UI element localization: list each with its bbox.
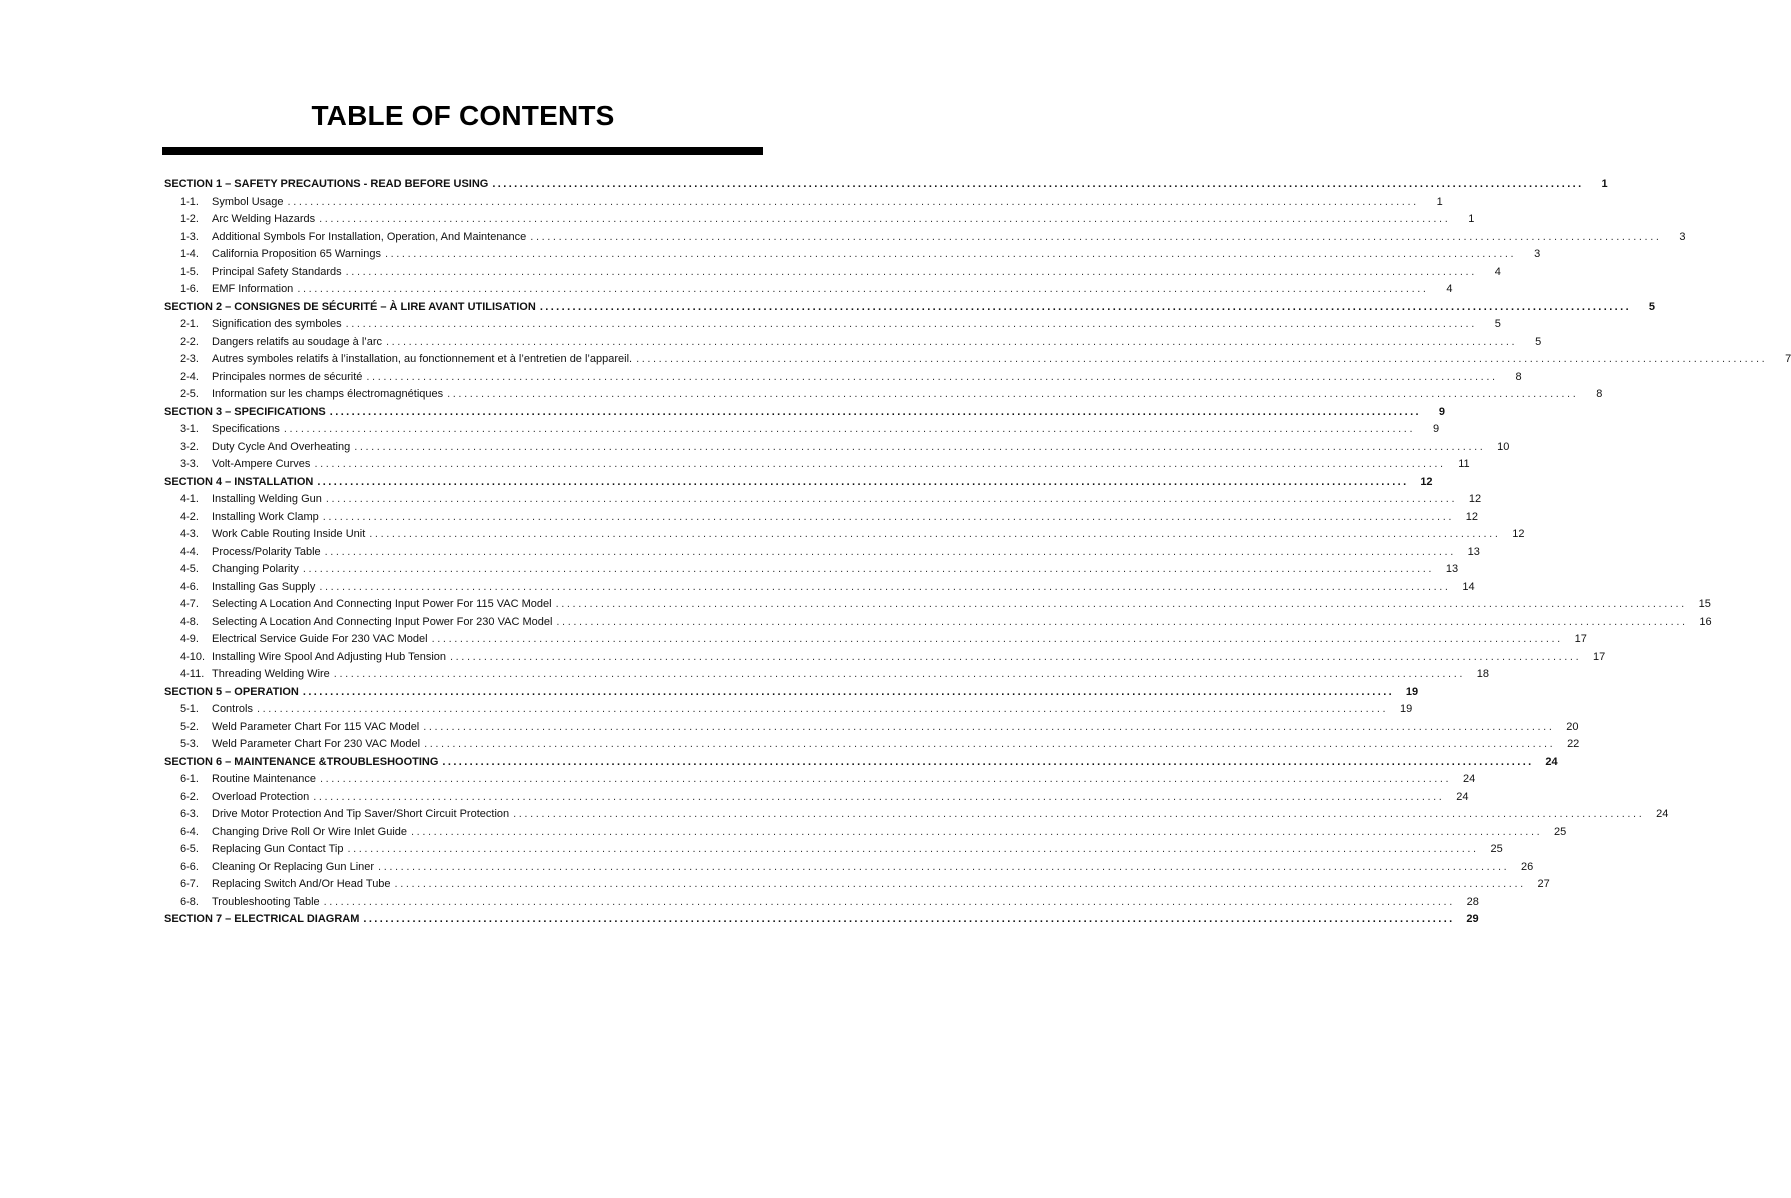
toc-item-row[interactable] [164,561,1459,579]
toc-item-title: Principal Safety Standards [212,265,342,278]
toc-page-number: 10 [1497,440,1510,453]
toc-page-number: 4 [1446,283,1453,295]
toc-page-number: 12 [1420,475,1433,488]
toc-item-row[interactable] [164,509,1479,527]
dot-leader: ........................................................................................................................................................................................................ [324,545,1456,558]
toc-item-title: Process/Polarity Table [212,545,321,558]
toc-item-row[interactable] [164,386,1603,404]
toc-item-row[interactable] [164,246,1541,264]
toc-item-title: Signification des symboles [212,318,342,330]
toc-item-title: Principales normes de sécurité [212,370,363,383]
toc-page-number: 25 [1554,825,1567,838]
toc-item-number: 1-2. [180,213,199,225]
toc-page-number: 8 [1515,370,1522,383]
toc-item-number: 4-3. [180,528,199,540]
toc-item-number: 6-7. [180,878,199,890]
toc-page-number: 24 [1545,755,1558,768]
toc-item-title: Additional Symbols For Installation, Operation, And Maintenance [212,230,527,243]
toc-page-number: 16 [1699,615,1712,628]
toc-section-row[interactable] [164,911,1479,929]
toc-section-title: SECTION 6 – MAINTENANCE &TROUBLESHOOTING [164,755,439,768]
toc-item-number: 4-7. [180,598,199,610]
toc-item-title: Replacing Switch And/Or Head Tube [212,878,391,890]
toc-item-row[interactable] [164,456,1470,474]
dot-leader: ........................................................................................................................................................................................................ [319,773,1452,785]
toc-item-title: Duty Cycle And Overheating [212,440,351,453]
toc-item-number: 1-4. [180,248,199,260]
toc-item-title: Installing Work Clamp [212,510,319,523]
toc-item-row[interactable] [164,316,1501,334]
toc-item-row[interactable] [164,544,1480,562]
dot-leader: ........................................................................................................................................................................................................ [302,563,1435,575]
toc-item-row[interactable] [164,614,1712,632]
toc-page-number: 26 [1521,860,1534,873]
toc-item-title: Symbol Usage [212,195,284,208]
toc-item-number: 4-11. [180,668,205,680]
toc-item-title: Weld Parameter Chart For 230 VAC Model [212,738,421,750]
toc-item-title: Selecting A Location And Connecting Input Power For 115 VAC Model [212,598,552,610]
toc-page-number: 13 [1467,545,1480,558]
toc-item-number: 3-1. [180,423,199,435]
toc-page-number: 28 [1466,895,1479,908]
toc-section-row[interactable] [164,176,1608,194]
dot-leader: ........................................................................................................................................................................................................ [431,633,1563,645]
toc-item-number: 3-3. [180,458,199,470]
toc-page-number: 9 [1438,405,1446,418]
toc-item-title: EMF Information [212,283,294,295]
toc-item-row[interactable] [164,789,1469,807]
toc-item-number: 4-9. [180,633,199,645]
toc-page-number: 24 [1656,808,1669,820]
dot-leader: ........................................................................................................................................................................................................ [297,283,1429,295]
toc-item-title: Cleaning Or Replacing Gun Liner [212,860,375,873]
toc-item-row[interactable] [164,859,1534,877]
toc-item-row[interactable] [164,369,1522,387]
toc-item-title: Information sur les champs électromagnétiques [212,388,444,400]
toc-item-title: Replacing Gun Contact Tip [212,843,344,855]
toc-item-row[interactable] [164,491,1482,509]
toc-item-title: Arc Welding Hazards [212,213,316,225]
dot-leader: ........................................................................................................................................................................................................ [411,825,1543,838]
toc-page-number: 9 [1432,423,1440,435]
dot-leader: ........................................................................................................................................................................................................ [366,370,1498,383]
toc-item-title: Threading Welding Wire [212,668,330,680]
toc-item-number: 4-2. [180,510,199,523]
dot-leader: ........................................................................................................................................................................................................ [323,895,1455,908]
toc-page-number: 13 [1445,563,1459,575]
toc-page-number: 12 [1468,493,1482,505]
dot-leader: ........................................................................................................................................................................................................ [636,353,1768,365]
toc-item-title: Volt-Ampere Curves [212,458,311,470]
toc-item-number: 4-10. [180,650,206,663]
toc-item-title: Autres symboles relatifs à l’installation, au fonctionnement et à l’entretien de l’appareil. [212,353,633,365]
toc-item-row[interactable] [164,579,1475,597]
toc-page-number: 3 [1534,248,1541,260]
toc-page-number: 15 [1698,598,1711,610]
dot-leader: ........................................................................................................................................................................................................ [313,790,1445,803]
toc-item-number: 6-8. [180,895,199,908]
toc-item-number: 3-2. [180,440,199,453]
toc-item-title: California Proposition 65 Warnings [212,248,381,260]
toc-item-row[interactable] [164,771,1476,789]
toc-item-row[interactable] [164,211,1475,229]
toc-item-number: 1-1. [180,195,199,208]
toc-item-title: Weld Parameter Chart For 115 VAC Model [212,720,420,733]
toc-item-number: 6-3. [180,808,199,820]
dot-leader: ........................................................................................................................................................................................................ [363,913,1455,925]
dot-leader: ........................................................................................................................................................................................................ [530,230,1662,243]
toc-section-title: SECTION 2 – CONSIGNES DE SÉCURITÉ – À LIRE AVANT UTILISATION [164,300,536,313]
toc-section-title: SECTION 7 – ELECTRICAL DIAGRAM [164,913,360,925]
dot-leader: ........................................................................................................................................................................................................ [333,668,1466,680]
toc-page-number: 20 [1566,720,1579,733]
dot-leader: ........................................................................................................................................................................................................ [442,755,1534,768]
dot-leader: ........................................................................................................................................................................................................ [287,195,1419,208]
toc-item-number: 2-3. [180,353,199,365]
toc-section-title: SECTION 5 – OPERATION [164,685,299,698]
toc-page-number: 4 [1494,265,1501,278]
dot-leader: ........................................................................................................................................................................................................ [347,843,1479,855]
toc-item-number: 4-8. [180,615,199,628]
toc-section-row[interactable] [164,474,1433,492]
toc-page-number: 12 [1465,510,1479,523]
dot-leader: ........................................................................................................................................................................................................ [556,615,1688,628]
toc-page-number: 19 [1405,685,1419,698]
toc-item-row[interactable] [164,264,1501,282]
dot-leader: ........................................................................................................................................................................................................ [447,388,1579,400]
dot-leader: ........................................................................................................................................................................................................ [423,720,1555,733]
toc-item-row[interactable] [164,824,1567,842]
page-title: TABLE OF CONTENTS [311,100,615,131]
toc-item-title: Changing Drive Roll Or Wire Inlet Guide [212,825,408,838]
toc-item-number: 6-6. [180,860,199,873]
toc-item-title: Electrical Service Guide For 230 VAC Model [212,633,428,645]
toc-item-title: Dangers relatifs au soudage à l’arc [212,335,382,348]
toc-page-number: 18 [1476,668,1490,680]
toc-item-number: 1-5. [180,265,199,278]
toc-page-number: 12 [1512,528,1525,540]
toc-item-title: Installing Wire Spool And Adjusting Hub Tension [212,650,446,663]
toc-item-title: Changing Polarity [212,563,299,575]
dot-leader: ........................................................................................................................................................................................................ [513,808,1645,820]
dot-leader: ........................................................................................................................................................................................................ [319,213,1451,225]
dot-leader: ........................................................................................................................................................................................................ [317,475,1409,488]
dot-leader: ........................................................................................................................................................................................................ [384,248,1517,260]
dot-leader: ........................................................................................................................................................................................................ [302,685,1395,698]
toc-item-title: Drive Motor Protection And Tip Saver/Short Circuit Protection [212,808,510,820]
toc-item-number: 4-4. [180,545,199,558]
dot-leader: ........................................................................................................................................................................................................ [256,703,1389,715]
toc-item-number: 1-6. [180,283,199,295]
toc-item-row[interactable] [164,841,1503,859]
dot-leader: ........................................................................................................................................................................................................ [329,405,1422,418]
toc-page-number: 22 [1567,738,1580,750]
toc-item-row[interactable] [164,439,1510,457]
toc-section-title: SECTION 4 – INSTALLATION [164,475,314,488]
toc-page-number: 19 [1399,703,1413,715]
toc-item-row[interactable] [164,334,1542,352]
toc-item-number: 4-6. [180,580,199,593]
toc-page-number: 17 [1574,633,1587,645]
dot-leader: ........................................................................................................................................................................................................ [325,493,1458,505]
toc-item-row[interactable] [164,719,1579,737]
toc-page-number: 1 [1436,195,1443,208]
toc-page-number: 24 [1456,790,1469,803]
table-of-contents [164,176,1791,929]
dot-leader: ........................................................................................................................................................................................................ [283,423,1416,435]
dot-leader: ........................................................................................................................................................................................................ [424,738,1556,750]
toc-item-title: Controls [212,703,253,715]
toc-page-number: 1 [1468,213,1475,225]
toc-page-number: 27 [1537,878,1550,890]
dot-leader: ........................................................................................................................................................................................................ [450,650,1582,663]
toc-item-number: 4-1. [180,493,199,505]
toc-item-row[interactable] [164,596,1711,614]
toc-item-number: 2-4. [180,370,199,383]
toc-page-number: 11 [1458,458,1470,470]
toc-page-number: 25 [1490,843,1503,855]
toc-item-number: 5-1. [180,703,199,715]
toc-section-row[interactable] [164,684,1419,702]
toc-page-number: 3 [1679,230,1686,243]
dot-leader: ........................................................................................................................................................................................................ [314,458,1446,470]
toc-item-number: 2-1. [180,318,199,330]
toc-page-number: 24 [1462,773,1476,785]
toc-section-title: SECTION 3 – SPECIFICATIONS [164,405,326,418]
dot-leader: ........................................................................................................................................................................................................ [345,265,1477,278]
toc-item-row[interactable] [164,229,1686,247]
toc-item-row[interactable] [164,736,1580,754]
toc-item-number: 5-2. [180,720,199,733]
toc-page-number: 17 [1592,650,1606,663]
toc-item-number: 6-5. [180,843,199,855]
toc-item-number: 2-5. [180,388,199,400]
dot-leader: ........................................................................................................................................................................................................ [322,510,1455,523]
toc-item-row[interactable] [164,701,1413,719]
toc-item-number: 6-4. [180,825,199,838]
toc-page-number: 8 [1596,388,1603,400]
toc-item-title: Overload Protection [212,790,310,803]
toc-page-number: 7 [1785,353,1791,365]
dot-leader: ........................................................................................................................................................................................................ [394,878,1526,890]
toc-item-title: Installing Welding Gun [212,493,322,505]
toc-page-number: 1 [1601,178,1608,190]
toc-item-number: 4-5. [180,563,199,575]
toc-item-number: 2-2. [180,335,199,348]
dot-leader: ........................................................................................................................................................................................................ [492,178,1584,190]
toc-section-row[interactable] [164,754,1558,772]
toc-page-number: 29 [1466,913,1479,925]
toc-item-row[interactable] [164,526,1525,544]
toc-item-row[interactable] [164,421,1440,439]
toc-item-row[interactable] [164,631,1587,649]
dot-leader: ........................................................................................................................................................................................................ [539,300,1632,313]
toc-item-number: 1-3. [180,230,199,243]
toc-page-number: 5 [1535,335,1542,348]
toc-page-number: 14 [1462,580,1475,593]
toc-item-title: Specifications [212,423,280,435]
toc-item-row[interactable] [164,351,1791,369]
toc-item-number: 5-3. [180,738,199,750]
toc-item-row[interactable] [164,806,1669,824]
dot-leader: ........................................................................................................................................................................................................ [319,580,1451,593]
dot-leader: ........................................................................................................................................................................................................ [378,860,1510,873]
toc-item-title: Routine Maintenance [212,773,316,785]
dot-leader: ........................................................................................................................................................................................................ [385,335,1518,348]
toc-item-title: Installing Gas Supply [212,580,316,593]
toc-section-row[interactable] [164,404,1446,422]
toc-section-title: SECTION 1 – SAFETY PRECAUTIONS - READ BEFORE USING [164,178,489,190]
toc-item-title: Work Cable Routing Inside Unit [212,528,366,540]
toc-item-row[interactable] [164,194,1443,212]
toc-item-row[interactable] [164,894,1479,912]
toc-item-number: 6-1. [180,773,199,785]
toc-page-number: 5 [1648,300,1656,313]
toc-page-number: 5 [1494,318,1501,330]
dot-leader: ........................................................................................................................................................................................................ [354,440,1486,453]
toc-item-row[interactable] [164,281,1453,299]
toc-item-row[interactable] [164,649,1606,667]
toc-item-title: Selecting A Location And Connecting Input Power For 230 VAC Model [212,615,553,628]
dot-leader: ........................................................................................................................................................................................................ [555,598,1687,610]
dot-leader: ........................................................................................................................................................................................................ [369,528,1501,540]
toc-section-row[interactable] [164,299,1656,317]
toc-item-title: Troubleshooting Table [212,895,320,908]
toc-item-row[interactable] [164,876,1550,894]
title-divider [162,147,763,155]
toc-item-row[interactable] [164,666,1490,684]
toc-item-number: 6-2. [180,790,199,803]
dot-leader: ........................................................................................................................................................................................................ [345,318,1477,330]
